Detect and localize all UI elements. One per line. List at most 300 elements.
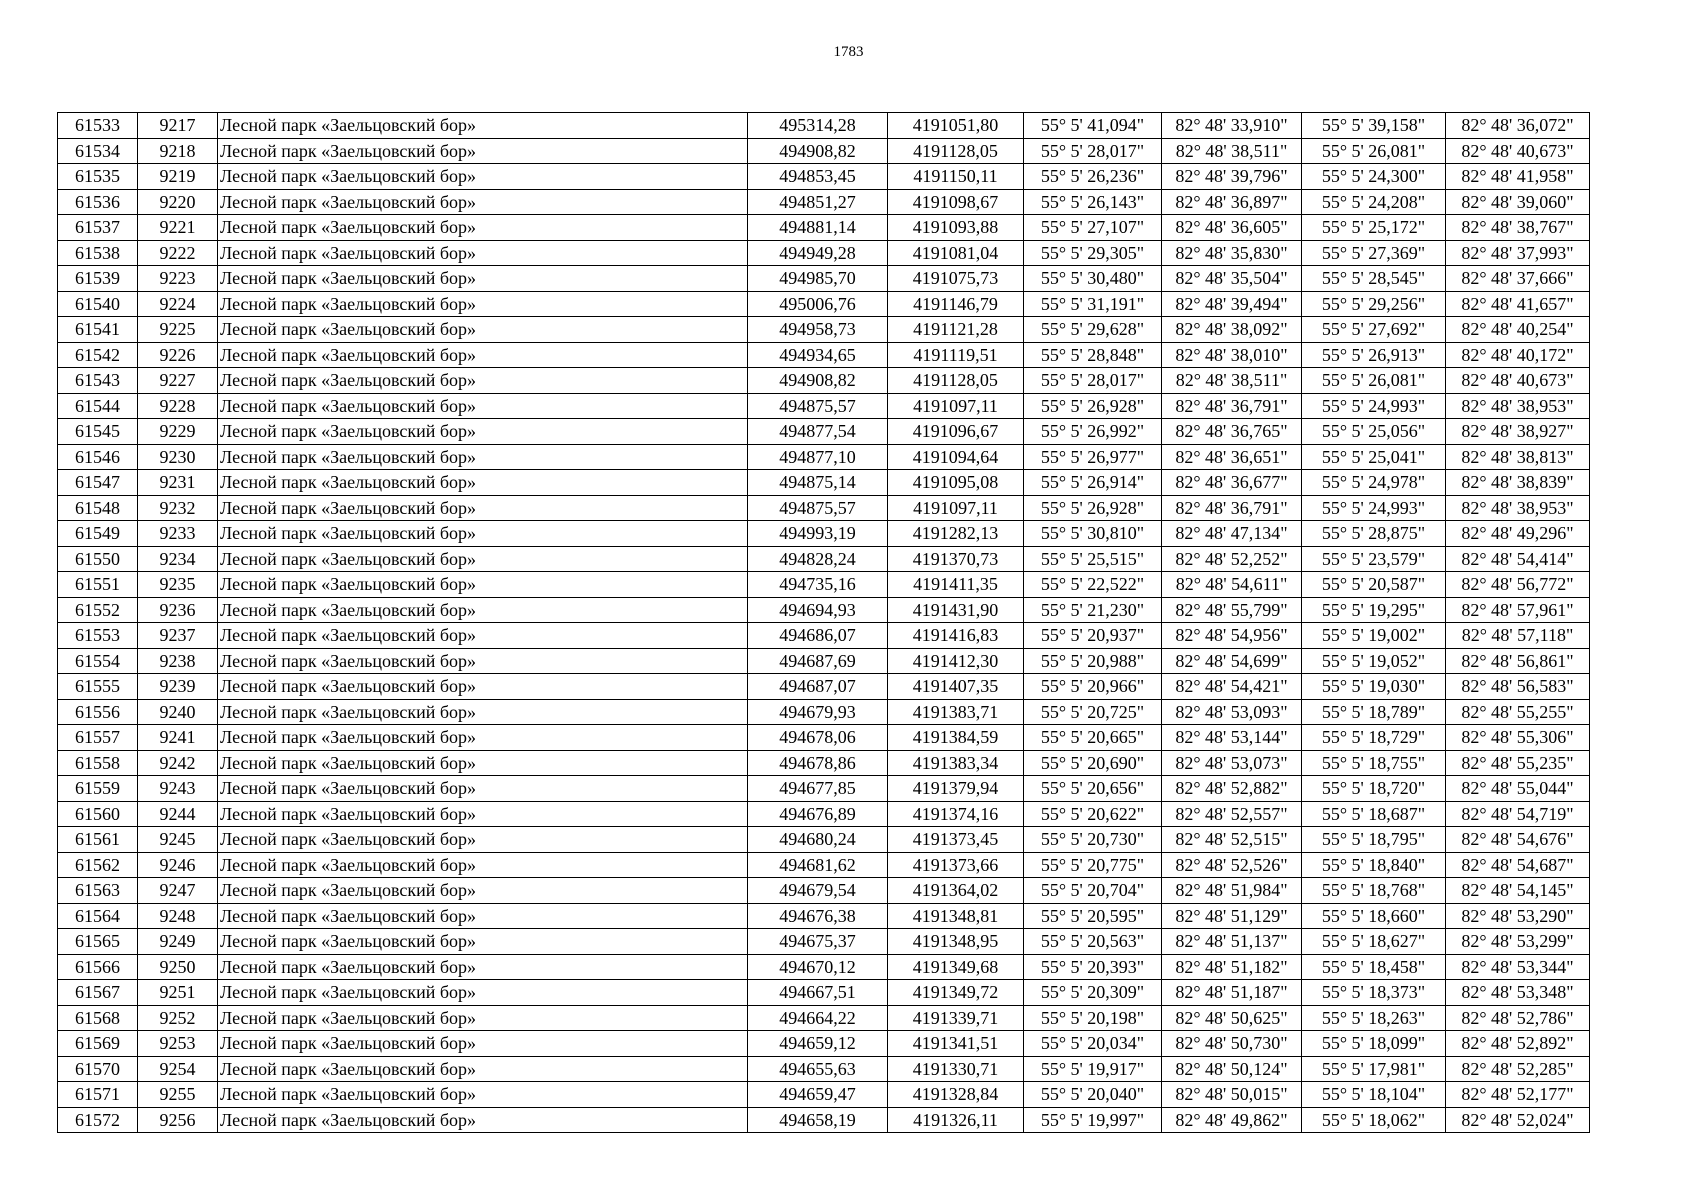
- latitude-alt-cell: 55° 5' 26,081": [1302, 138, 1446, 164]
- latitude-cell: 55° 5' 26,977": [1024, 444, 1162, 470]
- y-coordinate-cell: 4191349,72: [888, 980, 1024, 1006]
- latitude-cell: 55° 5' 28,848": [1024, 342, 1162, 368]
- table-row: [58, 648, 1590, 674]
- latitude-alt-cell: 55° 5' 18,373": [1302, 980, 1446, 1006]
- latitude-cell: 55° 5' 26,928": [1024, 393, 1162, 419]
- row-index-cell: 61559: [58, 776, 138, 802]
- y-coordinate-cell: 4191094,64: [888, 444, 1024, 470]
- point-number-cell: 9227: [138, 368, 218, 394]
- row-index-cell: 61560: [58, 801, 138, 827]
- latitude-cell: 55° 5' 20,040": [1024, 1082, 1162, 1108]
- table-row: [58, 164, 1590, 190]
- longitude-cell: 82° 48' 54,699": [1162, 648, 1302, 674]
- row-index-cell: 61543: [58, 368, 138, 394]
- row-index-cell: 61556: [58, 699, 138, 725]
- table-row: [58, 470, 1590, 496]
- y-coordinate-cell: 4191374,16: [888, 801, 1024, 827]
- point-number-cell: 9249: [138, 929, 218, 955]
- row-index-cell: 61549: [58, 521, 138, 547]
- longitude-alt-cell: 82° 48' 40,673": [1446, 368, 1590, 394]
- longitude-cell: 82° 48' 50,730": [1162, 1031, 1302, 1057]
- row-index-cell: 61569: [58, 1031, 138, 1057]
- x-coordinate-cell: 494934,65: [748, 342, 888, 368]
- longitude-cell: 82° 48' 36,791": [1162, 495, 1302, 521]
- longitude-alt-cell: 82° 48' 56,772": [1446, 572, 1590, 598]
- latitude-alt-cell: 55° 5' 18,099": [1302, 1031, 1446, 1057]
- table-row: [58, 1056, 1590, 1082]
- point-number-cell: 9243: [138, 776, 218, 802]
- table-row: [58, 113, 1590, 139]
- latitude-cell: 55° 5' 29,305": [1024, 240, 1162, 266]
- table-row: [58, 903, 1590, 929]
- latitude-cell: 55° 5' 31,191": [1024, 291, 1162, 317]
- object-name-cell: Лесной парк «Заельцовский бор»: [218, 266, 748, 292]
- latitude-cell: 55° 5' 26,928": [1024, 495, 1162, 521]
- y-coordinate-cell: 4191373,45: [888, 827, 1024, 853]
- row-index-cell: 61546: [58, 444, 138, 470]
- row-index-cell: 61567: [58, 980, 138, 1006]
- x-coordinate-cell: 494875,14: [748, 470, 888, 496]
- longitude-alt-cell: 82° 48' 53,344": [1446, 954, 1590, 980]
- latitude-cell: 55° 5' 26,992": [1024, 419, 1162, 445]
- table-row: [58, 699, 1590, 725]
- y-coordinate-cell: 4191348,95: [888, 929, 1024, 955]
- latitude-alt-cell: 55° 5' 18,062": [1302, 1107, 1446, 1133]
- longitude-cell: 82° 48' 51,182": [1162, 954, 1302, 980]
- row-index-cell: 61534: [58, 138, 138, 164]
- latitude-alt-cell: 55° 5' 27,369": [1302, 240, 1446, 266]
- latitude-alt-cell: 55° 5' 26,913": [1302, 342, 1446, 368]
- row-index-cell: 61547: [58, 470, 138, 496]
- y-coordinate-cell: 4191075,73: [888, 266, 1024, 292]
- y-coordinate-cell: 4191095,08: [888, 470, 1024, 496]
- latitude-alt-cell: 55° 5' 24,208": [1302, 189, 1446, 215]
- object-name-cell: Лесной парк «Заельцовский бор»: [218, 291, 748, 317]
- object-name-cell: Лесной парк «Заельцовский бор»: [218, 1056, 748, 1082]
- longitude-cell: 82° 48' 54,956": [1162, 623, 1302, 649]
- table-row: [58, 393, 1590, 419]
- point-number-cell: 9238: [138, 648, 218, 674]
- row-index-cell: 61561: [58, 827, 138, 853]
- object-name-cell: Лесной парк «Заельцовский бор»: [218, 929, 748, 955]
- row-index-cell: 61566: [58, 954, 138, 980]
- page-number: 1783: [833, 44, 864, 60]
- object-name-cell: Лесной парк «Заельцовский бор»: [218, 878, 748, 904]
- row-index-cell: 61557: [58, 725, 138, 751]
- object-name-cell: Лесной парк «Заельцовский бор»: [218, 674, 748, 700]
- latitude-alt-cell: 55° 5' 18,687": [1302, 801, 1446, 827]
- latitude-alt-cell: 55° 5' 25,056": [1302, 419, 1446, 445]
- longitude-alt-cell: 82° 48' 53,348": [1446, 980, 1590, 1006]
- point-number-cell: 9226: [138, 342, 218, 368]
- row-index-cell: 61552: [58, 597, 138, 623]
- y-coordinate-cell: 4191349,68: [888, 954, 1024, 980]
- y-coordinate-cell: 4191326,11: [888, 1107, 1024, 1133]
- y-coordinate-cell: 4191098,67: [888, 189, 1024, 215]
- longitude-cell: 82° 48' 36,791": [1162, 393, 1302, 419]
- row-index-cell: 61563: [58, 878, 138, 904]
- x-coordinate-cell: 494678,06: [748, 725, 888, 751]
- longitude-alt-cell: 82° 48' 54,676": [1446, 827, 1590, 853]
- latitude-alt-cell: 55° 5' 18,729": [1302, 725, 1446, 751]
- latitude-alt-cell: 55° 5' 25,172": [1302, 215, 1446, 241]
- table-row: [58, 1082, 1590, 1108]
- latitude-cell: 55° 5' 22,522": [1024, 572, 1162, 598]
- longitude-alt-cell: 82° 48' 55,044": [1446, 776, 1590, 802]
- table-row: [58, 1107, 1590, 1133]
- x-coordinate-cell: 494655,63: [748, 1056, 888, 1082]
- longitude-alt-cell: 82° 48' 54,687": [1446, 852, 1590, 878]
- row-index-cell: 61536: [58, 189, 138, 215]
- table-row: [58, 444, 1590, 470]
- x-coordinate-cell: 494828,24: [748, 546, 888, 572]
- x-coordinate-cell: 494677,85: [748, 776, 888, 802]
- object-name-cell: Лесной парк «Заельцовский бор»: [218, 189, 748, 215]
- longitude-cell: 82° 48' 53,144": [1162, 725, 1302, 751]
- latitude-cell: 55° 5' 20,393": [1024, 954, 1162, 980]
- table-row: [58, 521, 1590, 547]
- table-row: [58, 317, 1590, 343]
- object-name-cell: Лесной парк «Заельцовский бор»: [218, 495, 748, 521]
- longitude-cell: 82° 48' 54,421": [1162, 674, 1302, 700]
- row-index-cell: 61551: [58, 572, 138, 598]
- point-number-cell: 9217: [138, 113, 218, 139]
- y-coordinate-cell: 4191384,59: [888, 725, 1024, 751]
- longitude-alt-cell: 82° 48' 55,306": [1446, 725, 1590, 751]
- object-name-cell: Лесной парк «Заельцовский бор»: [218, 1031, 748, 1057]
- longitude-cell: 82° 48' 55,799": [1162, 597, 1302, 623]
- longitude-cell: 82° 48' 52,557": [1162, 801, 1302, 827]
- longitude-cell: 82° 48' 52,515": [1162, 827, 1302, 853]
- longitude-alt-cell: 82° 48' 57,961": [1446, 597, 1590, 623]
- latitude-cell: 55° 5' 20,690": [1024, 750, 1162, 776]
- object-name-cell: Лесной парк «Заельцовский бор»: [218, 470, 748, 496]
- longitude-alt-cell: 82° 48' 37,993": [1446, 240, 1590, 266]
- y-coordinate-cell: 4191431,90: [888, 597, 1024, 623]
- longitude-alt-cell: 82° 48' 56,861": [1446, 648, 1590, 674]
- longitude-alt-cell: 82° 48' 49,296": [1446, 521, 1590, 547]
- longitude-alt-cell: 82° 48' 55,255": [1446, 699, 1590, 725]
- y-coordinate-cell: 4191128,05: [888, 368, 1024, 394]
- table-row: [58, 240, 1590, 266]
- point-number-cell: 9251: [138, 980, 218, 1006]
- latitude-alt-cell: 55° 5' 29,256": [1302, 291, 1446, 317]
- y-coordinate-cell: 4191339,71: [888, 1005, 1024, 1031]
- table-row: [58, 801, 1590, 827]
- latitude-alt-cell: 55° 5' 39,158": [1302, 113, 1446, 139]
- object-name-cell: Лесной парк «Заельцовский бор»: [218, 444, 748, 470]
- longitude-alt-cell: 82° 48' 52,177": [1446, 1082, 1590, 1108]
- object-name-cell: Лесной парк «Заельцовский бор»: [218, 419, 748, 445]
- longitude-alt-cell: 82° 48' 41,657": [1446, 291, 1590, 317]
- point-number-cell: 9224: [138, 291, 218, 317]
- row-index-cell: 61565: [58, 929, 138, 955]
- point-number-cell: 9232: [138, 495, 218, 521]
- longitude-alt-cell: 82° 48' 52,024": [1446, 1107, 1590, 1133]
- longitude-cell: 82° 48' 49,862": [1162, 1107, 1302, 1133]
- point-number-cell: 9220: [138, 189, 218, 215]
- table-row: [58, 546, 1590, 572]
- table-row: [58, 929, 1590, 955]
- y-coordinate-cell: 4191407,35: [888, 674, 1024, 700]
- latitude-alt-cell: 55° 5' 24,300": [1302, 164, 1446, 190]
- x-coordinate-cell: 494985,70: [748, 266, 888, 292]
- object-name-cell: Лесной парк «Заельцовский бор»: [218, 368, 748, 394]
- longitude-alt-cell: 82° 48' 36,072": [1446, 113, 1590, 139]
- latitude-cell: 55° 5' 28,017": [1024, 368, 1162, 394]
- latitude-cell: 55° 5' 30,810": [1024, 521, 1162, 547]
- object-name-cell: Лесной парк «Заельцовский бор»: [218, 1005, 748, 1031]
- longitude-cell: 82° 48' 53,073": [1162, 750, 1302, 776]
- latitude-alt-cell: 55° 5' 18,840": [1302, 852, 1446, 878]
- latitude-cell: 55° 5' 20,563": [1024, 929, 1162, 955]
- longitude-cell: 82° 48' 38,010": [1162, 342, 1302, 368]
- point-number-cell: 9240: [138, 699, 218, 725]
- object-name-cell: Лесной парк «Заельцовский бор»: [218, 572, 748, 598]
- row-index-cell: 61553: [58, 623, 138, 649]
- x-coordinate-cell: 494875,57: [748, 393, 888, 419]
- longitude-cell: 82° 48' 38,511": [1162, 138, 1302, 164]
- longitude-alt-cell: 82° 48' 40,673": [1446, 138, 1590, 164]
- y-coordinate-cell: 4191379,94: [888, 776, 1024, 802]
- row-index-cell: 61538: [58, 240, 138, 266]
- row-index-cell: 61548: [58, 495, 138, 521]
- x-coordinate-cell: 494678,86: [748, 750, 888, 776]
- latitude-cell: 55° 5' 21,230": [1024, 597, 1162, 623]
- x-coordinate-cell: 494676,38: [748, 903, 888, 929]
- x-coordinate-cell: 495314,28: [748, 113, 888, 139]
- point-number-cell: 9222: [138, 240, 218, 266]
- point-number-cell: 9228: [138, 393, 218, 419]
- row-index-cell: 61570: [58, 1056, 138, 1082]
- longitude-alt-cell: 82° 48' 40,254": [1446, 317, 1590, 343]
- point-number-cell: 9255: [138, 1082, 218, 1108]
- x-coordinate-cell: 494877,54: [748, 419, 888, 445]
- table-row: [58, 1031, 1590, 1057]
- latitude-alt-cell: 55° 5' 28,545": [1302, 266, 1446, 292]
- latitude-alt-cell: 55° 5' 18,104": [1302, 1082, 1446, 1108]
- x-coordinate-cell: 494658,19: [748, 1107, 888, 1133]
- latitude-alt-cell: 55° 5' 18,263": [1302, 1005, 1446, 1031]
- latitude-alt-cell: 55° 5' 19,002": [1302, 623, 1446, 649]
- object-name-cell: Лесной парк «Заельцовский бор»: [218, 546, 748, 572]
- latitude-cell: 55° 5' 20,988": [1024, 648, 1162, 674]
- latitude-alt-cell: 55° 5' 17,981": [1302, 1056, 1446, 1082]
- object-name-cell: Лесной парк «Заельцовский бор»: [218, 215, 748, 241]
- row-index-cell: 61540: [58, 291, 138, 317]
- latitude-cell: 55° 5' 19,917": [1024, 1056, 1162, 1082]
- longitude-cell: 82° 48' 51,137": [1162, 929, 1302, 955]
- row-index-cell: 61537: [58, 215, 138, 241]
- latitude-alt-cell: 55° 5' 18,660": [1302, 903, 1446, 929]
- latitude-cell: 55° 5' 30,480": [1024, 266, 1162, 292]
- point-number-cell: 9221: [138, 215, 218, 241]
- point-number-cell: 9242: [138, 750, 218, 776]
- point-number-cell: 9231: [138, 470, 218, 496]
- x-coordinate-cell: 494908,82: [748, 368, 888, 394]
- row-index-cell: 61545: [58, 419, 138, 445]
- longitude-cell: 82° 48' 36,605": [1162, 215, 1302, 241]
- y-coordinate-cell: 4191341,51: [888, 1031, 1024, 1057]
- latitude-cell: 55° 5' 26,143": [1024, 189, 1162, 215]
- object-name-cell: Лесной парк «Заельцовский бор»: [218, 648, 748, 674]
- point-number-cell: 9223: [138, 266, 218, 292]
- table-body: [58, 113, 1590, 1133]
- x-coordinate-cell: 494681,62: [748, 852, 888, 878]
- longitude-alt-cell: 82° 48' 54,145": [1446, 878, 1590, 904]
- longitude-cell: 82° 48' 51,187": [1162, 980, 1302, 1006]
- point-number-cell: 9246: [138, 852, 218, 878]
- y-coordinate-cell: 4191150,11: [888, 164, 1024, 190]
- table-row: [58, 266, 1590, 292]
- latitude-alt-cell: 55° 5' 24,993": [1302, 393, 1446, 419]
- table-row: [58, 827, 1590, 853]
- point-number-cell: 9256: [138, 1107, 218, 1133]
- y-coordinate-cell: 4191373,66: [888, 852, 1024, 878]
- object-name-cell: Лесной парк «Заельцовский бор»: [218, 164, 748, 190]
- object-name-cell: Лесной парк «Заельцовский бор»: [218, 954, 748, 980]
- point-number-cell: 9239: [138, 674, 218, 700]
- longitude-alt-cell: 82° 48' 38,927": [1446, 419, 1590, 445]
- longitude-cell: 82° 48' 36,651": [1162, 444, 1302, 470]
- y-coordinate-cell: 4191097,11: [888, 495, 1024, 521]
- longitude-alt-cell: 82° 48' 38,767": [1446, 215, 1590, 241]
- point-number-cell: 9254: [138, 1056, 218, 1082]
- object-name-cell: Лесной парк «Заельцовский бор»: [218, 1082, 748, 1108]
- y-coordinate-cell: 4191383,34: [888, 750, 1024, 776]
- latitude-alt-cell: 55° 5' 24,978": [1302, 470, 1446, 496]
- table-row: [58, 419, 1590, 445]
- latitude-cell: 55° 5' 20,595": [1024, 903, 1162, 929]
- object-name-cell: Лесной парк «Заельцовский бор»: [218, 393, 748, 419]
- latitude-cell: 55° 5' 26,236": [1024, 164, 1162, 190]
- longitude-cell: 82° 48' 36,677": [1162, 470, 1302, 496]
- x-coordinate-cell: 494851,27: [748, 189, 888, 215]
- y-coordinate-cell: 4191328,84: [888, 1082, 1024, 1108]
- x-coordinate-cell: 494993,19: [748, 521, 888, 547]
- latitude-alt-cell: 55° 5' 19,030": [1302, 674, 1446, 700]
- latitude-alt-cell: 55° 5' 18,755": [1302, 750, 1446, 776]
- table-row: [58, 291, 1590, 317]
- longitude-cell: 82° 48' 38,092": [1162, 317, 1302, 343]
- point-number-cell: 9252: [138, 1005, 218, 1031]
- row-index-cell: 61562: [58, 852, 138, 878]
- x-coordinate-cell: 495006,76: [748, 291, 888, 317]
- latitude-cell: 55° 5' 20,656": [1024, 776, 1162, 802]
- y-coordinate-cell: 4191096,67: [888, 419, 1024, 445]
- x-coordinate-cell: 494659,47: [748, 1082, 888, 1108]
- point-number-cell: 9218: [138, 138, 218, 164]
- longitude-alt-cell: 82° 48' 56,583": [1446, 674, 1590, 700]
- x-coordinate-cell: 494949,28: [748, 240, 888, 266]
- latitude-alt-cell: 55° 5' 19,052": [1302, 648, 1446, 674]
- longitude-cell: 82° 48' 39,796": [1162, 164, 1302, 190]
- row-index-cell: 61539: [58, 266, 138, 292]
- longitude-alt-cell: 82° 48' 38,813": [1446, 444, 1590, 470]
- object-name-cell: Лесной парк «Заельцовский бор»: [218, 776, 748, 802]
- y-coordinate-cell: 4191348,81: [888, 903, 1024, 929]
- table-row: [58, 776, 1590, 802]
- row-index-cell: 61555: [58, 674, 138, 700]
- row-index-cell: 61554: [58, 648, 138, 674]
- object-name-cell: Лесной парк «Заельцовский бор»: [218, 699, 748, 725]
- point-number-cell: 9236: [138, 597, 218, 623]
- latitude-alt-cell: 55° 5' 18,795": [1302, 827, 1446, 853]
- x-coordinate-cell: 494958,73: [748, 317, 888, 343]
- object-name-cell: Лесной парк «Заельцовский бор»: [218, 980, 748, 1006]
- x-coordinate-cell: 494694,93: [748, 597, 888, 623]
- object-name-cell: Лесной парк «Заельцовский бор»: [218, 1107, 748, 1133]
- table-row: [58, 368, 1590, 394]
- point-number-cell: 9229: [138, 419, 218, 445]
- longitude-cell: 82° 48' 38,511": [1162, 368, 1302, 394]
- longitude-cell: 82° 48' 33,910": [1162, 113, 1302, 139]
- y-coordinate-cell: 4191370,73: [888, 546, 1024, 572]
- latitude-cell: 55° 5' 28,017": [1024, 138, 1162, 164]
- longitude-cell: 82° 48' 53,093": [1162, 699, 1302, 725]
- point-number-cell: 9225: [138, 317, 218, 343]
- x-coordinate-cell: 494687,07: [748, 674, 888, 700]
- table-row: [58, 189, 1590, 215]
- latitude-alt-cell: 55° 5' 25,041": [1302, 444, 1446, 470]
- row-index-cell: 61533: [58, 113, 138, 139]
- latitude-cell: 55° 5' 20,622": [1024, 801, 1162, 827]
- row-index-cell: 61571: [58, 1082, 138, 1108]
- row-index-cell: 61558: [58, 750, 138, 776]
- longitude-cell: 82° 48' 36,897": [1162, 189, 1302, 215]
- x-coordinate-cell: 494676,89: [748, 801, 888, 827]
- point-number-cell: 9245: [138, 827, 218, 853]
- latitude-cell: 55° 5' 20,966": [1024, 674, 1162, 700]
- point-number-cell: 9248: [138, 903, 218, 929]
- x-coordinate-cell: 494853,45: [748, 164, 888, 190]
- longitude-alt-cell: 82° 48' 38,953": [1446, 393, 1590, 419]
- row-index-cell: 61535: [58, 164, 138, 190]
- latitude-alt-cell: 55° 5' 24,993": [1302, 495, 1446, 521]
- latitude-alt-cell: 55° 5' 19,295": [1302, 597, 1446, 623]
- longitude-cell: 82° 48' 50,124": [1162, 1056, 1302, 1082]
- object-name-cell: Лесной парк «Заельцовский бор»: [218, 852, 748, 878]
- y-coordinate-cell: 4191128,05: [888, 138, 1024, 164]
- latitude-cell: 55° 5' 41,094": [1024, 113, 1162, 139]
- longitude-alt-cell: 82° 48' 38,953": [1446, 495, 1590, 521]
- latitude-cell: 55° 5' 26,914": [1024, 470, 1162, 496]
- object-name-cell: Лесной парк «Заельцовский бор»: [218, 342, 748, 368]
- point-number-cell: 9241: [138, 725, 218, 751]
- latitude-alt-cell: 55° 5' 18,627": [1302, 929, 1446, 955]
- x-coordinate-cell: 494875,57: [748, 495, 888, 521]
- latitude-cell: 55° 5' 25,515": [1024, 546, 1162, 572]
- latitude-alt-cell: 55° 5' 18,768": [1302, 878, 1446, 904]
- longitude-alt-cell: 82° 48' 52,285": [1446, 1056, 1590, 1082]
- latitude-cell: 55° 5' 20,309": [1024, 980, 1162, 1006]
- x-coordinate-cell: 494679,93: [748, 699, 888, 725]
- point-number-cell: 9233: [138, 521, 218, 547]
- y-coordinate-cell: 4191093,88: [888, 215, 1024, 241]
- latitude-alt-cell: 55° 5' 18,789": [1302, 699, 1446, 725]
- row-index-cell: 61564: [58, 903, 138, 929]
- x-coordinate-cell: 494659,12: [748, 1031, 888, 1057]
- longitude-alt-cell: 82° 48' 52,892": [1446, 1031, 1590, 1057]
- longitude-cell: 82° 48' 47,134": [1162, 521, 1302, 547]
- longitude-alt-cell: 82° 48' 41,958": [1446, 164, 1590, 190]
- longitude-alt-cell: 82° 48' 37,666": [1446, 266, 1590, 292]
- x-coordinate-cell: 494667,51: [748, 980, 888, 1006]
- table-row: [58, 597, 1590, 623]
- longitude-cell: 82° 48' 54,611": [1162, 572, 1302, 598]
- y-coordinate-cell: 4191364,02: [888, 878, 1024, 904]
- longitude-alt-cell: 82° 48' 39,060": [1446, 189, 1590, 215]
